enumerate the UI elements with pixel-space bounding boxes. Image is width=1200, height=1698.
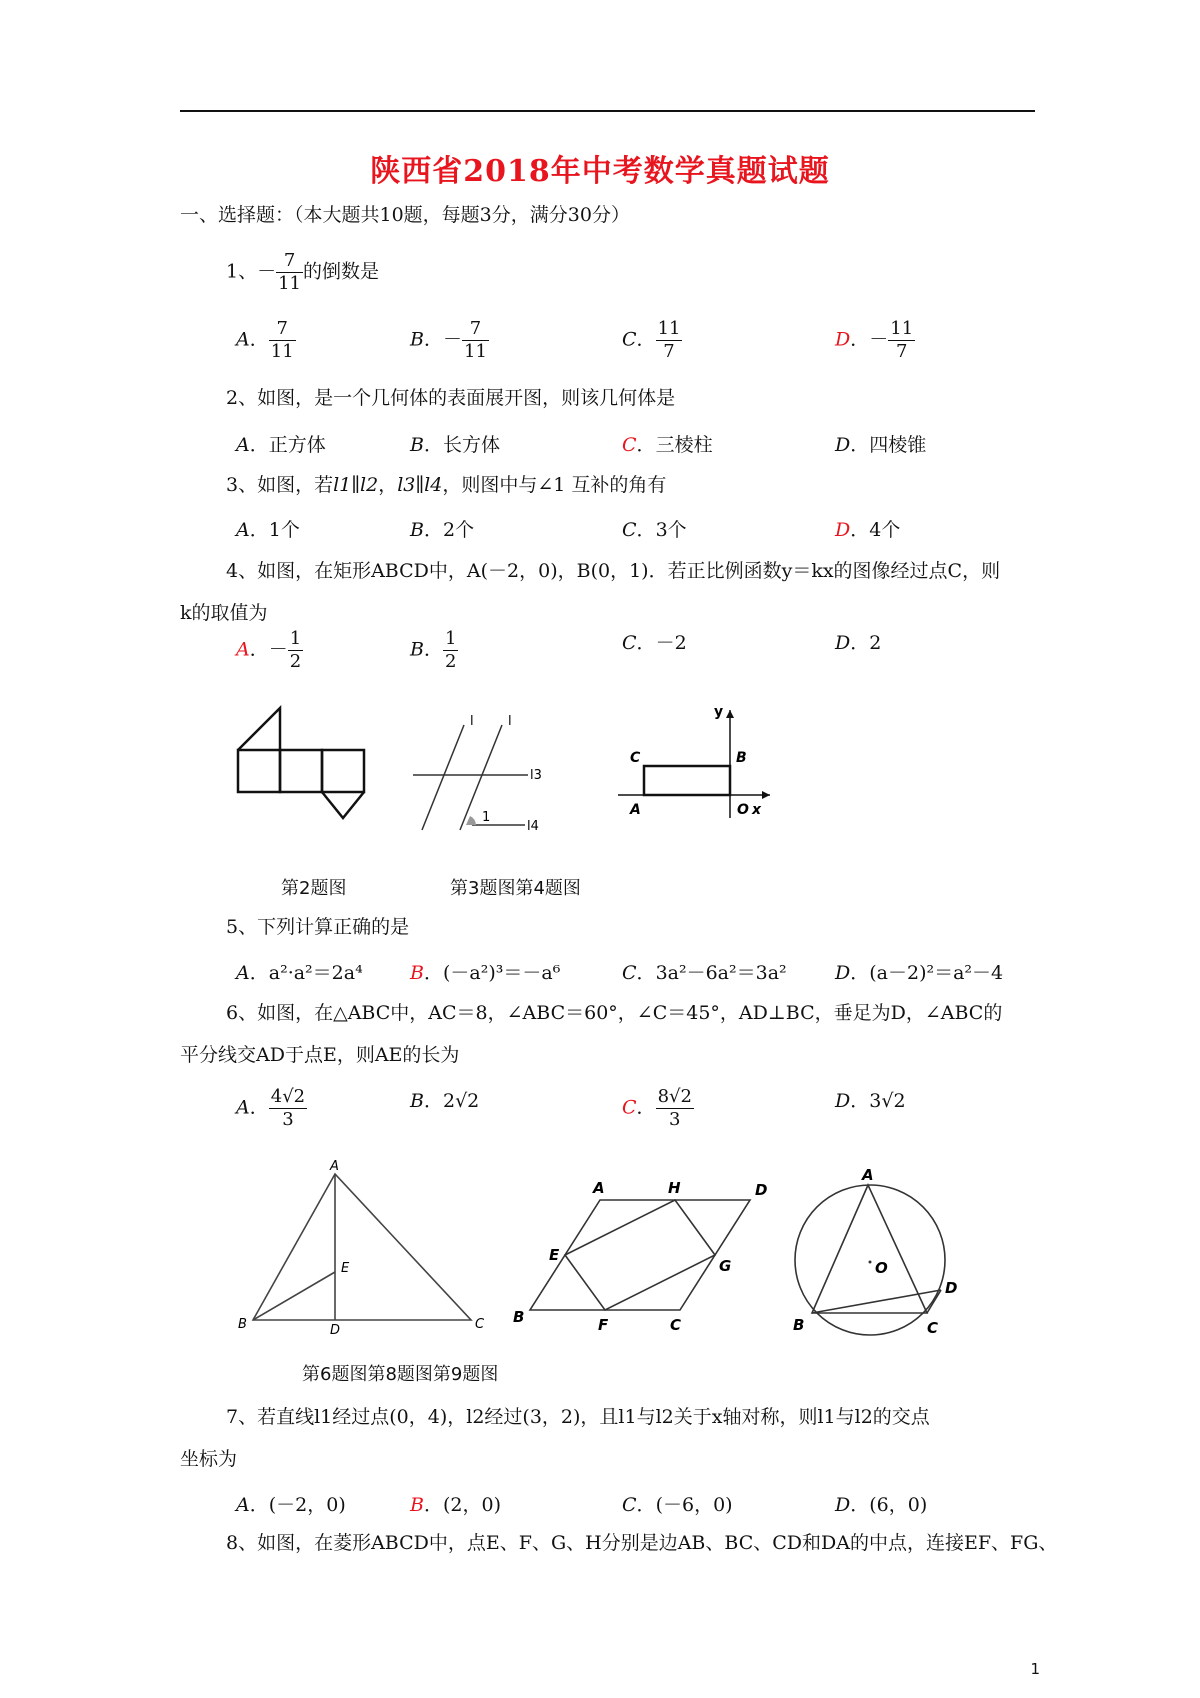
label-l3: l3 [530, 768, 542, 783]
option-fraction [656, 1086, 694, 1131]
label-D: D [945, 1279, 958, 1297]
question-2: 2、如图，是一个几何体的表面展开图，则该几何体是 [226, 387, 676, 409]
option-letter: A [236, 1096, 250, 1119]
q1-numerator: 7 [276, 250, 303, 273]
option-letter: B [410, 434, 424, 456]
option-b: B． $\frac{1}{2}$ [410, 628, 457, 672]
line-l2 [460, 725, 502, 830]
label-C: C [475, 1317, 485, 1332]
option-text: 3√2 [869, 1090, 906, 1112]
caption-fig2: 第2题图 [281, 878, 347, 899]
label-x: x [752, 802, 762, 818]
fraction-denominator: 2 [444, 651, 457, 672]
option-c: C． $\frac{8√2}{3}$ [622, 1086, 692, 1130]
option-text: 3个 [655, 519, 687, 541]
option-text: a²·a²＝2a⁴ [268, 962, 363, 984]
q1-text: 的倒数是 [303, 260, 380, 283]
rectangle-ABCD [644, 766, 730, 795]
header-rule [180, 110, 1035, 112]
option-a: A． $\frac{4√2}{3}$ [236, 1086, 306, 1130]
figure-8-rhombus [505, 1165, 780, 1335]
option-a: A． $\frac{7}{11}$ [236, 318, 294, 362]
fraction-denominator: 7 [895, 341, 908, 362]
option-c: C．3a²－6a²＝3a² [622, 962, 787, 984]
option-text: 三棱柱 [655, 434, 713, 456]
option-d: D．2 [835, 632, 882, 654]
option-d: D．(6，0) [835, 1494, 928, 1516]
section-heading: 一、选择题：（本大题共10题，每题3分，满分30分） [180, 204, 630, 226]
question-1 [226, 250, 379, 295]
label-H: H [668, 1179, 681, 1197]
option-letter: D [835, 1494, 851, 1516]
question-3: 3、如图，若l1∥l2，l3∥l4，则图中与∠1 互补的角有 [226, 474, 667, 496]
option-b: B．2个 [410, 519, 475, 541]
chord-CD [927, 1290, 941, 1313]
option-text: (－a²)³＝－a⁶ [442, 962, 561, 984]
option-a: A．1个 [236, 519, 300, 541]
option-letter: D [835, 434, 851, 456]
option-letter: C [622, 632, 637, 654]
option-text: (－2，0) [268, 1494, 346, 1516]
triangle-ABC [253, 1174, 471, 1320]
option-fraction [269, 1086, 307, 1131]
q3-parallel-1: l1∥l2 [333, 474, 379, 496]
fraction-numerator: 1 [444, 628, 457, 649]
option-a: A．a²·a²＝2a⁴ [236, 962, 363, 984]
option-text: (2，0) [442, 1494, 501, 1516]
q1-denominator: 11 [278, 273, 302, 294]
label-A: A [630, 802, 641, 818]
label-O: O [737, 802, 749, 818]
option-c: C．三棱柱 [622, 434, 713, 456]
option-text: 2√2 [442, 1090, 480, 1112]
label-B: B [736, 750, 747, 766]
option-fraction [288, 628, 303, 673]
option-a: A．(－2，0) [236, 1494, 346, 1516]
fraction-numerator: 4√2 [270, 1086, 306, 1107]
figure-6-triangle [235, 1160, 495, 1335]
q3-text-a: 3、如图，若 [226, 474, 334, 496]
label-y: y [714, 704, 724, 720]
option-c: C．－2 [622, 632, 687, 654]
question-6-line2: 平分线交AD于点E，则AE的长为 [180, 1044, 460, 1066]
net-bottom-triangle [322, 792, 364, 818]
fraction-denominator: 3 [282, 1109, 294, 1130]
fraction-numerator: 11 [890, 318, 914, 339]
q3-text-b: ，则图中与∠1 互补的角有 [442, 474, 667, 496]
label-B: B [793, 1316, 805, 1334]
caption-fig6-fig8-fig9: 第6题图第8题图第9题图 [302, 1364, 499, 1385]
option-text: 4个 [869, 519, 901, 541]
label-l4: l4 [527, 819, 539, 834]
label-D: D [330, 1323, 341, 1335]
option-text: 四棱锥 [869, 434, 927, 456]
option-c: C．(－6，0) [622, 1494, 733, 1516]
option-text: 正方体 [268, 434, 326, 456]
question-4-line1: 4、如图，在矩形ABCD中，A(－2，0)，B(0，1)．若正比例函数y＝kx的图像经过点C，则 [226, 560, 1001, 582]
fraction-numerator: 7 [462, 318, 489, 341]
x-arrow [762, 791, 770, 799]
bisector-BE [253, 1272, 335, 1320]
label-l1: l [470, 715, 474, 729]
option-fraction [656, 318, 683, 363]
label-C: C [927, 1319, 939, 1337]
figure-9-circle [785, 1160, 970, 1345]
option-letter: B [410, 638, 424, 661]
option-letter: B [410, 1090, 424, 1112]
option-letter: C [622, 1096, 637, 1119]
option-d: D．四棱锥 [835, 434, 927, 456]
option-letter: D [835, 1090, 851, 1112]
option-text: －2 [655, 632, 687, 654]
option-letter: C [622, 1494, 637, 1516]
net-square-3 [322, 750, 364, 792]
option-letter: B [410, 328, 424, 351]
option-text: 2 [869, 632, 882, 654]
option-b: B．(2，0) [410, 1494, 501, 1516]
option-fraction [443, 628, 458, 673]
q1-number: 1、 [226, 260, 258, 283]
option-letter: D [835, 328, 851, 351]
label-C: C [670, 1316, 682, 1334]
option-d: D．3√2 [835, 1090, 906, 1112]
option-d: D．4个 [835, 519, 901, 541]
net-square-1 [238, 750, 280, 792]
label-O: O [875, 1259, 888, 1277]
option-text: (6，0) [869, 1494, 928, 1516]
label-B: B [513, 1308, 525, 1326]
label-D: D [755, 1181, 768, 1199]
option-sign: － [869, 328, 889, 351]
q1-minus: － [257, 260, 277, 283]
fraction-numerator: 1 [289, 628, 302, 649]
fraction-denominator: 11 [464, 341, 487, 362]
label-C: C [630, 750, 641, 766]
option-letter: D [835, 962, 851, 984]
page-number: 1 [1030, 1660, 1040, 1678]
page-title: 陕西省2018年中考数学真题试题 [370, 154, 830, 189]
option-letter: D [835, 632, 851, 654]
question-7-line1: 7、若直线l1经过点(0，4)，l2经过(3，2)，且l1与l2关于x轴对称，则l1与l2的交点 [226, 1406, 930, 1428]
option-text: (a－2)²＝a²－4 [869, 962, 1004, 984]
question-8-line1: 8、如图，在菱形ABCD中，点E、F、G、H分别是边AB、BC、CD和DA的中点，连接EF、FG、 [226, 1532, 1058, 1554]
option-letter: A [236, 519, 250, 541]
option-letter: C [622, 519, 637, 541]
option-text: 3a²－6a²＝3a² [655, 962, 787, 984]
label-A: A [862, 1166, 874, 1184]
option-fraction [269, 318, 296, 363]
option-letter: B [410, 962, 424, 984]
option-letter: A [236, 962, 250, 984]
figure-4-axes [610, 700, 780, 830]
option-c: C．3个 [622, 519, 687, 541]
label-angle-1: 1 [482, 810, 491, 825]
option-c: C． $\frac{11}{7}$ [622, 318, 681, 362]
label-B: B [238, 1317, 247, 1332]
parallelogram-EFGH [565, 1200, 715, 1310]
angle-1-marker [466, 816, 476, 825]
label-G: G [719, 1257, 732, 1275]
option-letter: B [410, 519, 424, 541]
fraction-numerator: 11 [657, 318, 681, 339]
net-square-2 [280, 750, 322, 792]
center-dot [869, 1261, 872, 1264]
label-E: E [341, 1261, 350, 1276]
label-F: F [598, 1316, 609, 1334]
option-letter: A [236, 1494, 250, 1516]
fraction-numerator: 8√2 [657, 1086, 692, 1107]
option-text: 1个 [268, 519, 300, 541]
option-b: B．长方体 [410, 434, 500, 456]
option-text: 长方体 [442, 434, 500, 456]
q1-fraction [276, 250, 303, 295]
rhombus-ABCD [530, 1200, 750, 1310]
option-letter: C [622, 434, 637, 456]
figure-2-net [230, 700, 390, 830]
option-d: D．(a－2)²＝a²－4 [835, 962, 1004, 984]
fraction-denominator: 11 [270, 341, 294, 362]
triangle-ABC [812, 1185, 927, 1313]
option-letter: A [236, 328, 250, 351]
fraction-denominator: 7 [663, 341, 675, 362]
line-l1 [422, 725, 464, 830]
option-letter: A [236, 434, 250, 456]
option-sign: － [442, 328, 462, 351]
option-a: A．正方体 [236, 434, 326, 456]
option-fraction [462, 318, 489, 363]
q3-parallel-2: l3∥l4 [397, 474, 443, 496]
option-letter: A [236, 638, 250, 661]
option-text: (－6，0) [655, 1494, 733, 1516]
fraction-numerator: 7 [269, 318, 296, 341]
question-7-line2: 坐标为 [180, 1448, 238, 1470]
label-l2: l [508, 715, 512, 729]
option-letter: D [835, 519, 851, 541]
y-arrow [726, 710, 734, 718]
label-E: E [549, 1246, 560, 1264]
question-5: 5、下列计算正确的是 [226, 916, 410, 938]
option-letter: C [622, 962, 637, 984]
option-b: B．(－a²)³＝－a⁶ [410, 962, 561, 984]
fraction-denominator: 2 [289, 651, 302, 672]
option-text: 2个 [442, 519, 475, 541]
option-sign: － [268, 638, 288, 661]
option-b: B．－ $\frac{7}{11}$ [410, 318, 487, 362]
question-4-line2: k的取值为 [180, 602, 268, 624]
figure-3-lines [410, 715, 550, 840]
net-top-triangle [238, 708, 280, 750]
label-A: A [330, 1160, 339, 1174]
option-fraction [888, 318, 915, 363]
label-A: A [593, 1179, 605, 1197]
option-b: B．2√2 [410, 1090, 480, 1112]
question-6-line1: 6、如图，在△ABC中，AC＝8，∠ABC＝60°，∠C＝45°，AD⊥BC，垂足为D，∠ABC的 [226, 1002, 1003, 1024]
option-d: D．－ $\frac{11}{7}$ [835, 318, 914, 362]
fraction-denominator: 3 [669, 1109, 681, 1130]
option-letter: B [410, 1494, 424, 1516]
caption-fig3-fig4: 第3题图第4题图 [450, 878, 581, 899]
option-letter: C [622, 328, 637, 351]
option-a: A．－ $\frac{1}{2}$ [236, 628, 302, 672]
